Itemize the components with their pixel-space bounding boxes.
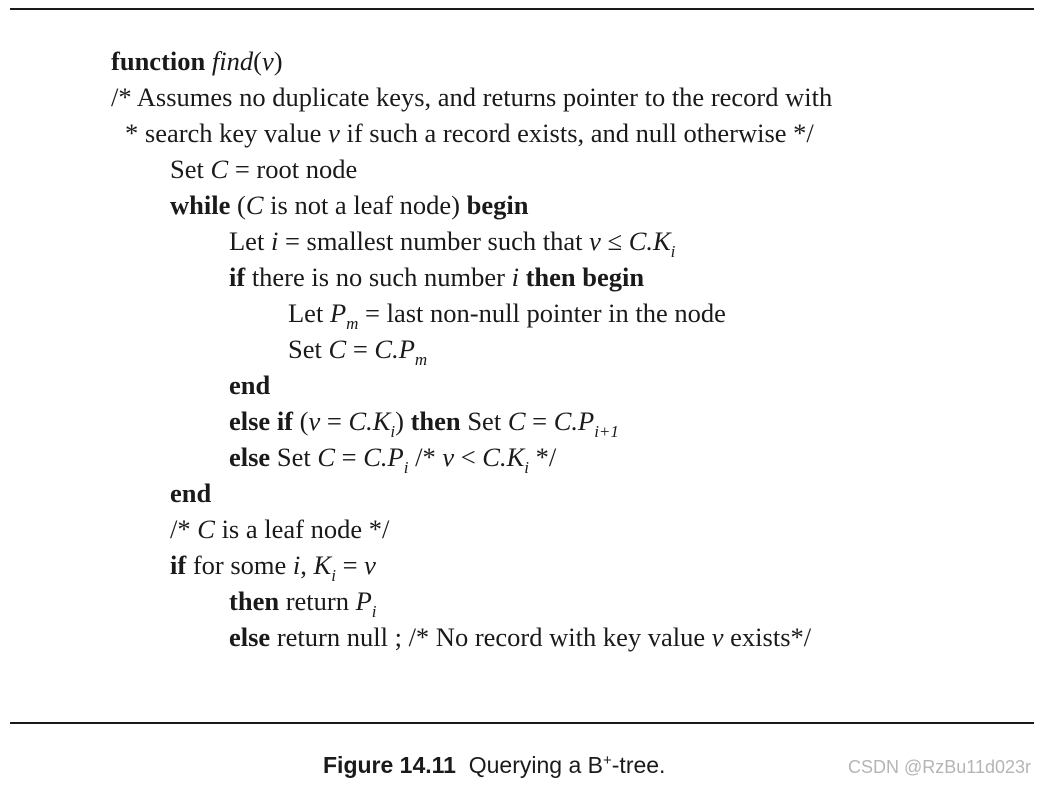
code-line-7: if there is no such number i then begin: [229, 262, 645, 292]
code-line-12: else Set $C = C.P_i /* v < C.K_i$ */: [229, 442, 557, 477]
code-line-11: else if $(v = C.K_i)$ then Set $C = C.P_{i+1}$: [229, 406, 619, 441]
bottom-rule: [10, 722, 1034, 724]
code-line-10: end: [229, 370, 271, 400]
code-line-16: then return $P_i$: [229, 586, 377, 621]
code-line-8: Let $P_m$ = last non-null pointer in the node: [288, 298, 726, 333]
figure-label: Figure 14.11: [323, 752, 456, 778]
code-line-9: Set $C = C.P_m$: [288, 334, 428, 369]
code-line-5: while (C is not a leaf node) begin: [170, 190, 529, 220]
code-line-3: * search key value v if such a record exists, and null otherwise */: [125, 118, 814, 148]
code-line-2: /* Assumes no duplicate keys, and returns pointer to the record with: [111, 82, 833, 112]
code-line-17: else return null ; /* No record with key value v exists*/: [229, 622, 812, 652]
figure-caption: Figure 14.11 Querying a B+-tree.: [323, 752, 666, 778]
pseudocode-block: [111, 43, 832, 655]
code-line-4: Set C = root node: [170, 154, 358, 184]
top-rule: [10, 8, 1034, 10]
code-line-15: if for some i, $K_i = v$: [170, 550, 376, 585]
code-line-14: /* C is a leaf node */: [170, 514, 390, 544]
code-line-13: end: [170, 478, 212, 508]
code-line-6: Let i = smallest number such that $v \le C.K_i$: [229, 226, 676, 261]
code-line-1: function find(v): [111, 46, 283, 76]
watermark: CSDN @RzBu11d023r: [848, 757, 1032, 777]
